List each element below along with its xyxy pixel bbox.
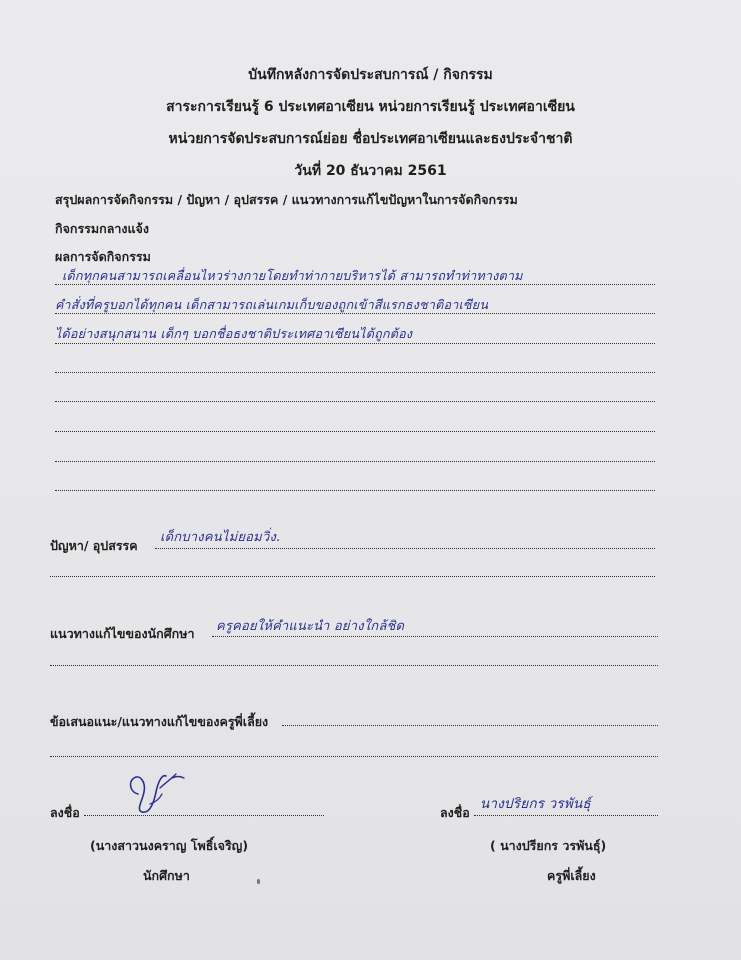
blank-line	[50, 756, 658, 757]
blank-line	[50, 665, 658, 666]
mentor-name: ( นางปรียกร วรพันธุ์)	[490, 838, 607, 853]
subject-line: สาระการเรียนรู้ 6 ประเทศอาเซียน หน่วยการเรียนรู้ ประเทศอาเซียน	[166, 99, 575, 115]
mentor-role: ครูพี่เลี้ยง	[547, 868, 596, 883]
student-sign-label: ลงชื่อ	[50, 805, 80, 820]
problems-text: เด็กบางคนไม่ยอมวิ่ง.	[160, 530, 281, 545]
blank-line	[55, 372, 655, 373]
blank-line	[55, 431, 655, 432]
subunit-line: หน่วยการจัดประสบการณ์ย่อย ชื่อประเทศอาเซียนและธงประจำชาติ	[168, 131, 573, 147]
date-line: วันที่ 20 ธันวาคม 2561	[294, 163, 447, 179]
results-label: ผลการจัดกิจกรรม	[55, 249, 151, 264]
results-text-3: ได้อย่างสนุกสนาน เด็กๆ บอกชื่อธงชาติประเทศอาเซียนได้ถูกต้อง	[55, 326, 413, 341]
student-solution-label: แนวทางแก้ไขของนักศึกษา	[50, 626, 195, 641]
student-solution-line	[212, 636, 658, 637]
blank-line	[55, 461, 655, 462]
mentor-suggestion-label: ข้อเสนอแนะ/แนวทางแก้ไขของครูพี่เลี้ยง	[50, 714, 269, 729]
activity-type: กิจกรรมกลางแจ้ง	[55, 221, 149, 236]
student-name: (นางสาวนงคราญ โพธิ์เจริญ)	[90, 838, 249, 853]
student-role: นักศึกษา	[143, 868, 190, 883]
results-text-1: เด็กทุกคนสามารถเคลื่อนไหวร่างกายโดยทำท่ากายบริหารได้ สามารถทำท่าทางตาม	[62, 268, 523, 283]
problems-line	[155, 548, 655, 549]
problems-label: ปัญหา/ อุปสรรค	[50, 538, 138, 553]
results-text-2: คำสั่งที่ครูบอกได้ทุกคน เด็กสามารถเล่นเกมเก็บของถูกเข้าสีแรกธงชาติอาเซียน	[55, 297, 489, 312]
student-solution-text: ครูคอยให้คำแนะนำ อย่างใกล้ชิด	[216, 619, 405, 634]
summary-heading: สรุปผลการจัดกิจกรรม / ปัญหา / อุปสรรค / แนวทางการแก้ไขปัญหาในการจัดกิจกรรม	[55, 192, 518, 207]
mentor-signature: นางปริยกร วรพันธุ์	[480, 796, 591, 812]
ink-speck	[257, 879, 260, 884]
document-title: บันทึกหลังการจัดประสบการณ์ / กิจกรรม	[248, 67, 493, 83]
mentor-sign-label: ลงชื่อ	[440, 805, 470, 820]
blank-line	[55, 490, 655, 491]
mentor-suggestion-line	[282, 725, 658, 726]
mentor-sign-line	[474, 815, 658, 816]
blank-line	[50, 576, 655, 577]
student-signature	[120, 764, 190, 819]
blank-line	[55, 401, 655, 402]
